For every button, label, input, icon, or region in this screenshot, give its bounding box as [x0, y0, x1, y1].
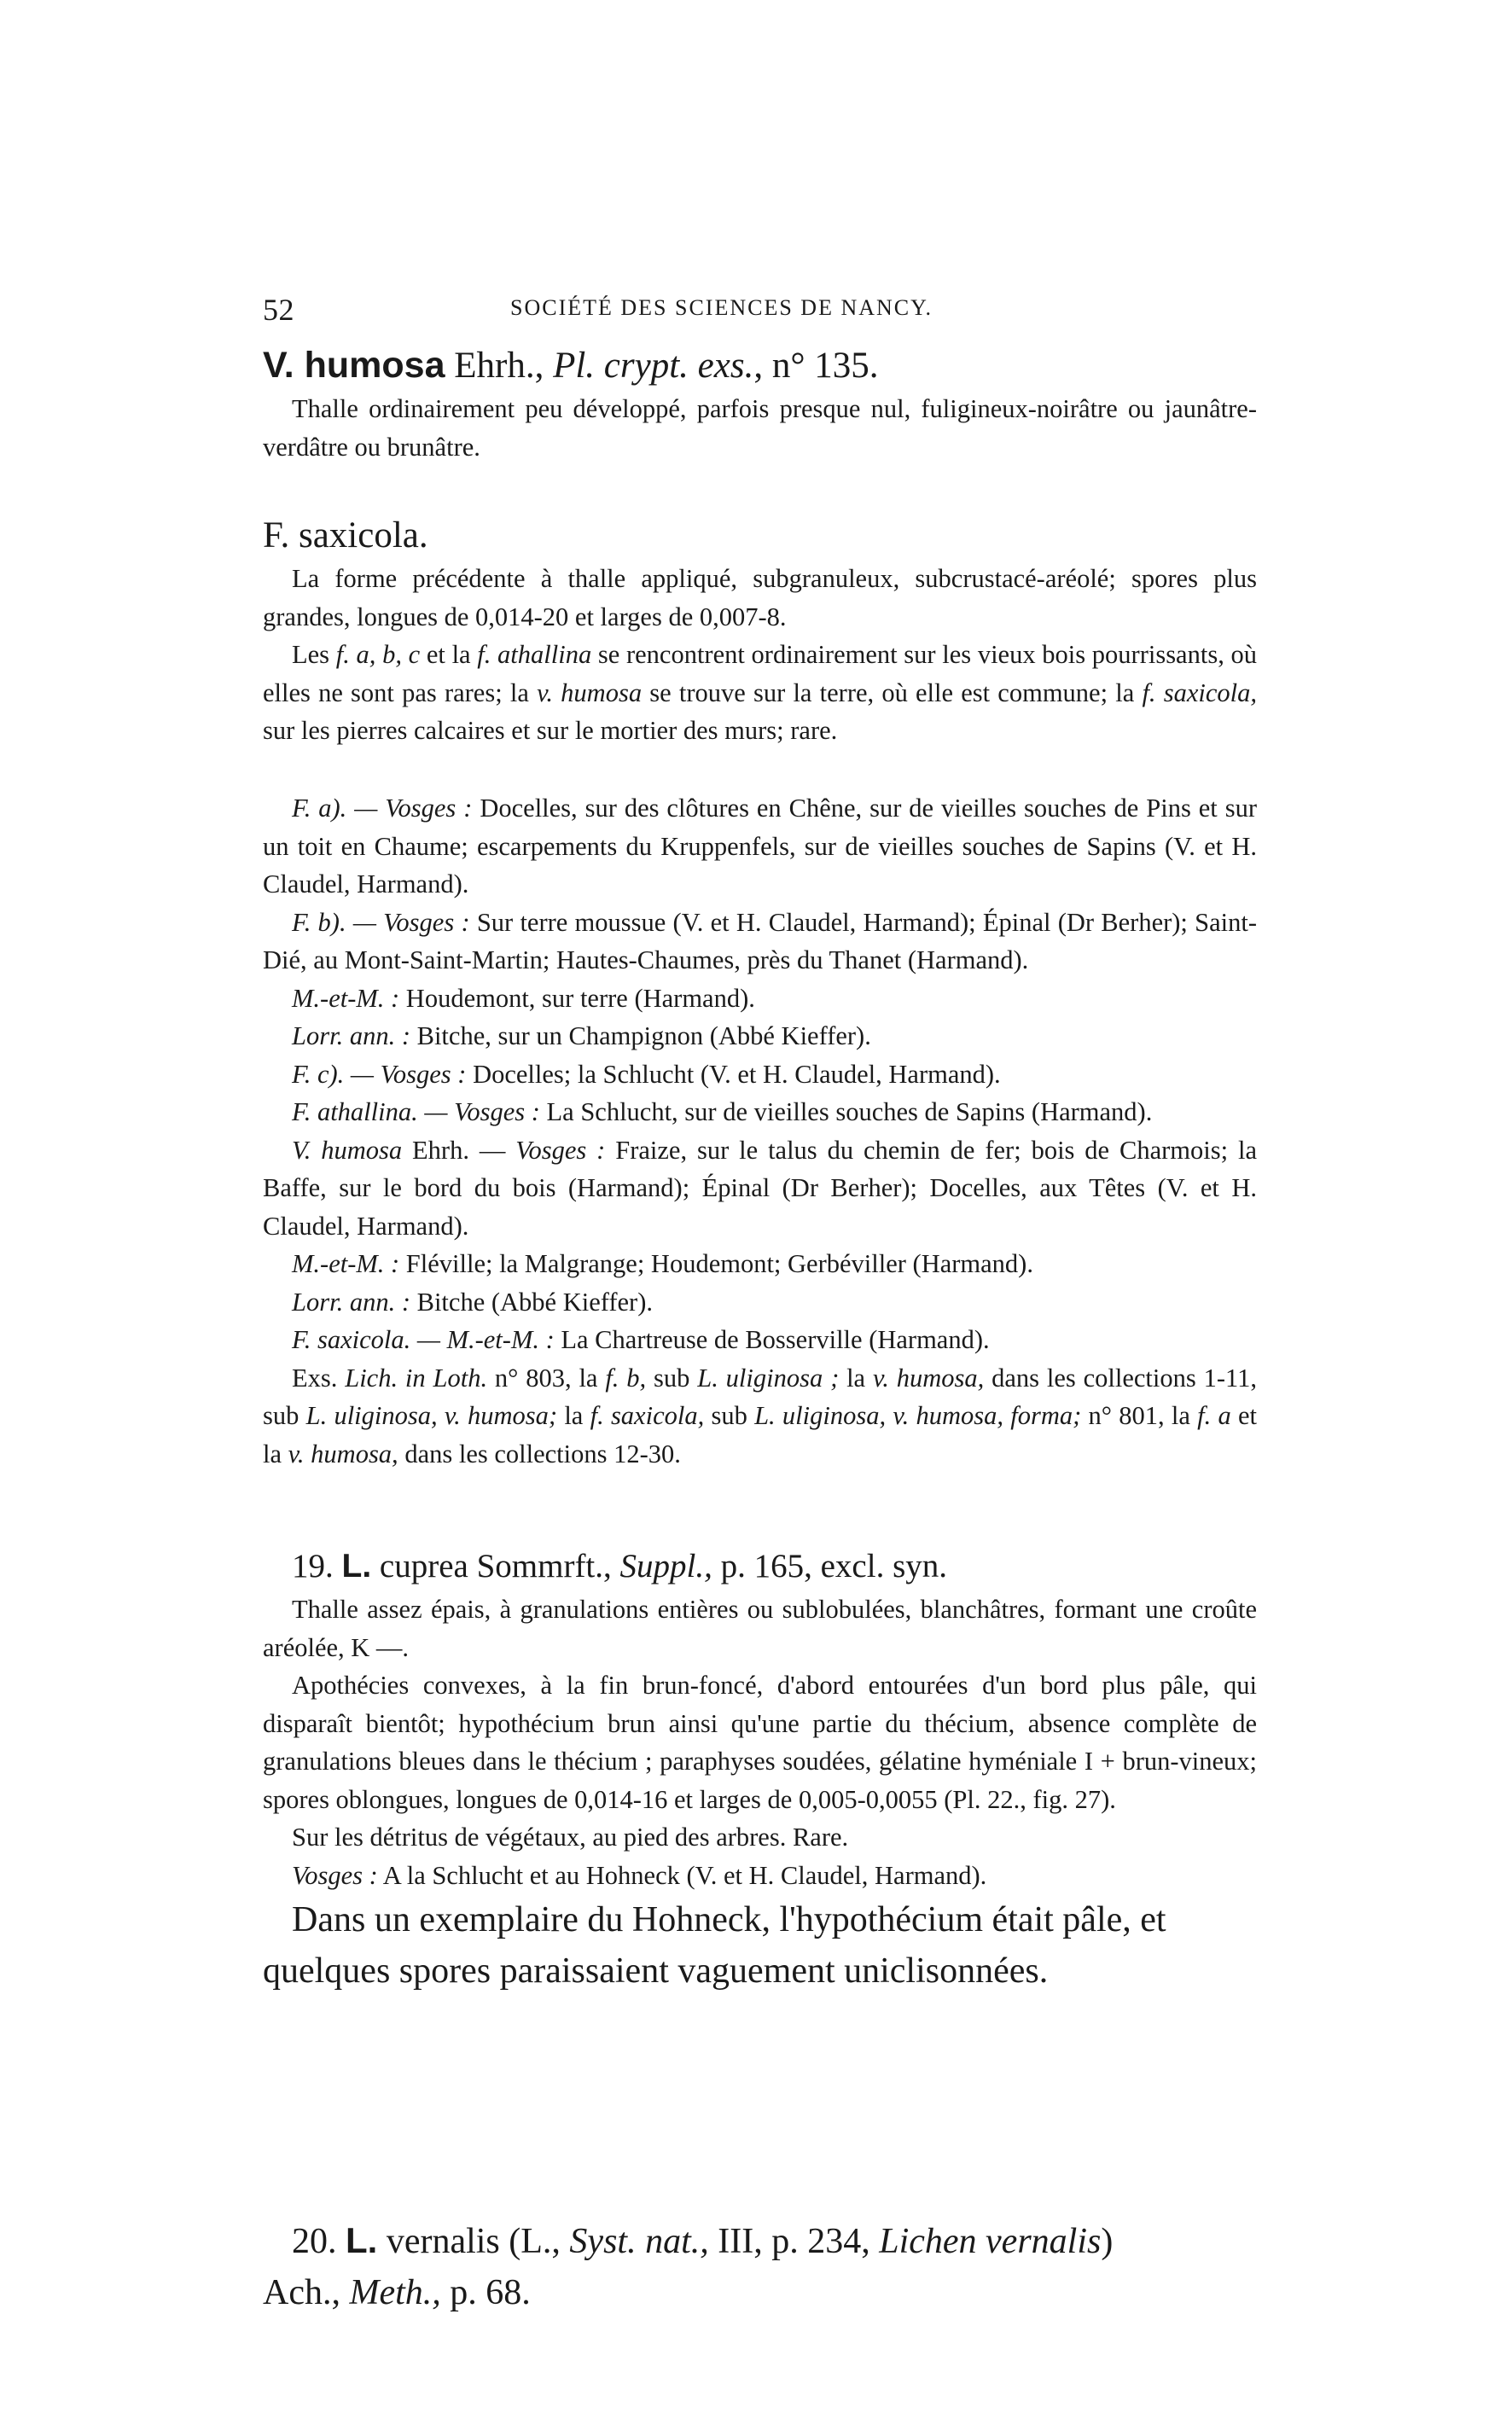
locality-entry: M.-et-M. : Fléville; la Malgrange; Houdemont; Gerbéviller (Harmand). — [292, 1249, 1033, 1278]
section-title: F. saxicola. — [263, 515, 428, 555]
running-head — [263, 292, 1257, 329]
locality-entry: Vosges : A la Schlucht et au Hohneck (V. et H. Claudel, Harmand). — [292, 1860, 987, 1890]
remark: Dans un exemplaire du Hohneck, l'hypothécium était pâle, et quelques spores paraissaient vaguement uniclisonnées. — [263, 1900, 1166, 1991]
description: Thalle ordinairement peu développé, parfois presque nul, fuligineux-noirâtre ou jaunâtre-verdâtre ou brunâtre. — [263, 394, 1257, 462]
habitat-note: Sur les détritus de végétaux, au pied des arbres. Rare. — [292, 1823, 849, 1852]
exsiccata-entry: Exs. Lich. in Loth. n° 803, la f. b, sub L. uliginosa ; la v. humosa, dans les collections 1-11, sub L. uliginosa, v. humosa; la f. saxicola, sub L. uliginosa, v. humosa, forma; n° 801, la f. a et la v. humosa, dans les collections 12-30. — [263, 1363, 1257, 1468]
journal-title: SOCIÉTÉ DES SCIENCES DE NANCY. — [510, 295, 933, 320]
locality-entry: Lorr. ann. : Bitche, sur un Champignon (Abbé Kieffer). — [292, 1021, 871, 1050]
description: La forme précédente à thalle appliqué, subgranuleux, subcrustacé-aréolé; spores plus grandes, longues de 0,014-20 et larges de 0,007-8. — [263, 564, 1257, 631]
locality-entry: M.-et-M. : Houdemont, sur terre (Harmand). — [292, 983, 755, 1013]
section-species-19 — [263, 1543, 1257, 1997]
locality-entry: F. athallina. — Vosges : La Schlucht, sur de vieilles souches de Sapins (Harmand). — [292, 1097, 1153, 1126]
locality-entry: F. a). — Vosges : Docelles, sur des clôtures en Chêne, sur de vieilles souches de Pins et sur un toit en Chaume; escarpements du Kruppenfels, sur de vieilles souches de Sapins (V. et H. Claudel, Harmand). — [263, 794, 1257, 898]
locality-entry: F. saxicola. — M.-et-M. : La Chartreuse de Bosserville (Harmand). — [292, 1325, 990, 1354]
thallus-description: Thalle assez épais, à granulations entières ou sublobulées, blanchâtres, formant une croûte aréolée, K —. — [263, 1595, 1257, 1662]
locality-entry: F. c). — Vosges : Docelles; la Schlucht (V. et H. Claudel, Harmand). — [292, 1059, 1001, 1089]
locality-entry: Lorr. ann. : Bitche (Abbé Kieffer). — [292, 1287, 653, 1317]
species-title: 19. L. cuprea Sommrft., Suppl., p. 165, excl. syn. — [292, 1548, 947, 1585]
apothecia-description: Apothécies convexes, à la fin brun-foncé, d'abord entourées d'un bord plus pâle, qui disparaît bientôt; hypothécium brun ainsi qu'une partie du thécium, absence complète de granulations bleues dans le thécium ; paraphyses soudées, gélatine hyméniale I + brun-vineux; spores oblongues, longues de 0,014-16 et larges de 0,005-0,0055 (Pl. 22., fig. 27). — [263, 1671, 1257, 1814]
section-f-saxicola — [263, 512, 1257, 750]
locality-entry: V. humosa Ehrh. — Vosges : Fraize, sur le talus du chemin de fer; bois de Charmois; la Baffe, sur le bord du bois (Harmand); Épinal (Dr Berher); Docelles, aux Têtes (V. et H. Claudel, Harmand). — [263, 1135, 1257, 1241]
species-title: 20. L. vernalis (L., Syst. nat., III, p. 234, Lichen vernalis) — [292, 2220, 1114, 2261]
section-title: V. humosa Ehrh., Pl. crypt. exs., n° 135. — [263, 345, 879, 386]
section-v-humosa — [263, 341, 1257, 466]
localities-list — [263, 789, 1257, 1473]
page-number: 52 — [263, 293, 294, 327]
habitat-paragraph: Les f. a, b, c et la f. athallina se rencontrent ordinairement sur les vieux bois pourrissants, où elles ne sont pas rares; la v. humosa se trouve sur la terre, où elle est commune; la f. saxicola, sur les pierres calcaires et sur le mortier des murs; rare. — [263, 640, 1258, 745]
section-species-20 — [263, 2215, 1257, 2318]
locality-entry: F. b). — Vosges : Sur terre moussue (V. et H. Claudel, Harmand); Épinal (Dr Berher); Saint-Dié, au Mont-Saint-Martin; Hautes-Chaumes, près du Thanet (Harmand). — [263, 907, 1257, 974]
species-title-continuation: Ach., Meth., p. 68. — [263, 2273, 531, 2312]
